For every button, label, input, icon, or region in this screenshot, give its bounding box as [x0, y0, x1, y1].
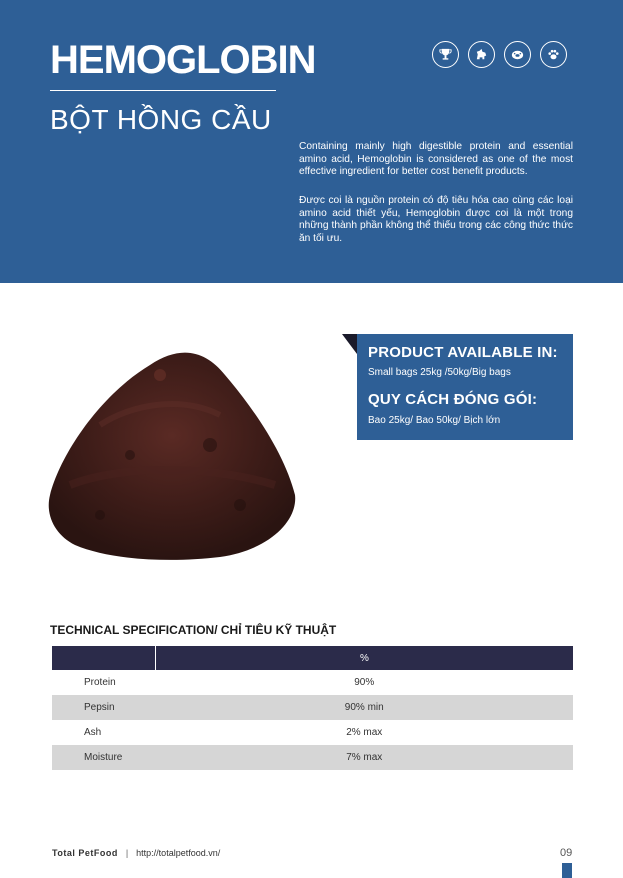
paw-icon	[540, 41, 567, 68]
packaging-title: QUY CÁCH ĐÓNG GÓI:	[368, 391, 538, 408]
row-label: Ash	[84, 727, 102, 738]
product-availability-box	[357, 334, 573, 440]
product-title: HEMOGLOBIN	[50, 38, 316, 82]
page-marker	[562, 863, 572, 878]
spec-table	[52, 646, 573, 770]
row-label: Pepsin	[52, 695, 156, 720]
table-row	[52, 720, 573, 745]
title-divider	[50, 90, 276, 91]
brand-logo: Total PetFood	[52, 848, 118, 858]
row-label: Protein	[84, 677, 116, 688]
header-banner	[0, 0, 623, 283]
row-value: 90% min	[156, 695, 574, 720]
row-label: Moisture	[52, 745, 156, 770]
description-english: Containing mainly high digestible protein and essential amino acid, Hemoglobin is considered as one of the most effective ingredient for better cost benefit products.	[299, 141, 573, 177]
table-row	[52, 745, 573, 770]
header-cell-name	[52, 646, 156, 670]
page-number: 09	[560, 847, 573, 859]
available-title: PRODUCT AVAILABLE IN:	[368, 344, 558, 361]
box-corner-tab	[342, 334, 357, 354]
table-row	[52, 695, 573, 720]
dog-icon	[468, 41, 495, 68]
hemoglobin-powder-image	[40, 335, 302, 565]
animal-icons	[432, 41, 567, 68]
row-value: 90%	[354, 677, 375, 688]
footer	[52, 848, 220, 858]
pig-icon	[504, 41, 531, 68]
table-header-row	[52, 646, 573, 670]
trophy-icon	[432, 41, 459, 68]
footer-separator: |	[125, 848, 129, 858]
packaging-text: Bao 25kg/ Bao 50kg/ Bịch lớn	[368, 415, 501, 426]
row-value: 2% max	[346, 727, 383, 738]
table-row	[52, 670, 573, 695]
header-cell-percent: %	[156, 646, 574, 670]
spec-heading: TECHNICAL SPECIFICATION/ CHỈ TIÊU KỸ THUẬT	[50, 623, 337, 637]
row-value: 7% max	[156, 745, 574, 770]
website-link[interactable]: http://totalpetfood.vn/	[136, 848, 221, 858]
available-text: Small bags 25kg /50kg/Big bags	[368, 367, 511, 378]
product-subtitle: BỘT HỒNG CẦU	[50, 104, 272, 135]
description-vietnamese: Được coi là nguồn protein có độ tiêu hóa cao cùng các loại amino acid thiết yếu, Hemoglobin được coi là một trong những thành phần không thể thiếu trong các công thức thức ăn tối ưu.	[299, 195, 573, 244]
